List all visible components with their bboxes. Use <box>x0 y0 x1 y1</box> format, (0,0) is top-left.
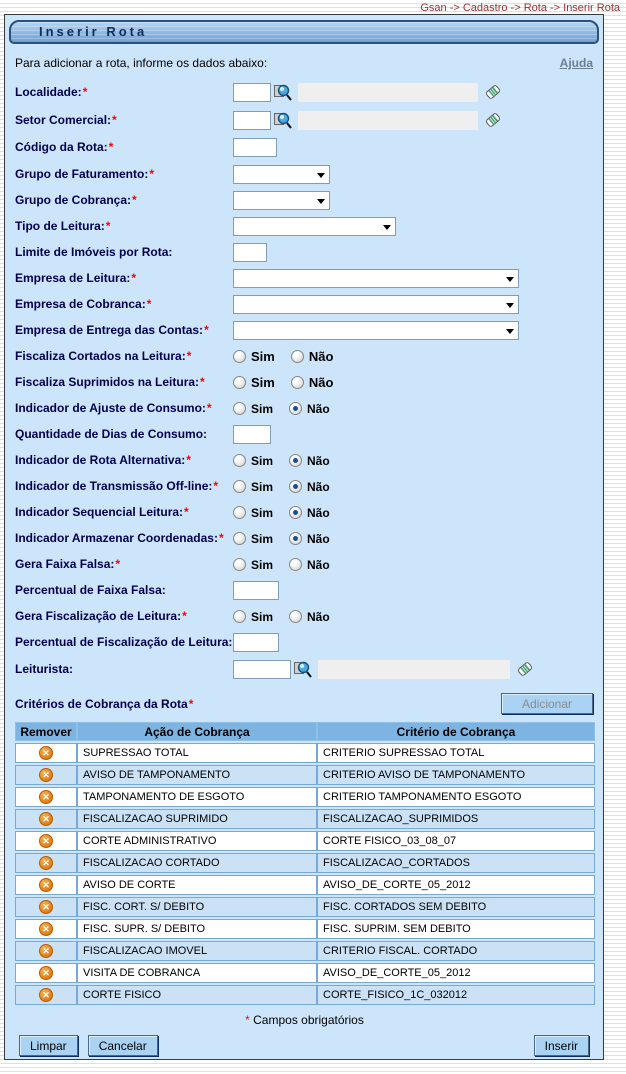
empresa-leitura-select[interactable] <box>233 269 519 288</box>
remove-icon[interactable] <box>39 790 53 804</box>
ind-armazenar-coordenadas-label: Indicador Armazenar Coordenadas:* <box>15 531 224 545</box>
tipo-leitura-select[interactable] <box>233 217 396 236</box>
setor-comercial-input[interactable] <box>233 111 271 130</box>
page-title <box>9 20 599 44</box>
radio-label-sim: Sim <box>251 375 275 390</box>
radio-label-nao: Não <box>307 505 330 520</box>
radio-label-sim: Sim <box>251 505 274 520</box>
ind-armazenar-coordenadas-nao-radio[interactable] <box>289 532 302 545</box>
fiscaliza-cortados-nao-radio[interactable] <box>291 350 304 363</box>
leiturista-input[interactable] <box>233 660 291 679</box>
localidade-display <box>298 83 478 102</box>
eraser-icon[interactable] <box>483 82 503 102</box>
fiscaliza-cortados-sim-radio[interactable] <box>233 350 246 363</box>
percentual-fiscalizacao-leitura-label: Percentual de Fiscalização de Leitura: <box>15 635 233 649</box>
setor-comercial-label: Setor Comercial:* <box>15 112 117 127</box>
empresa-leitura-label: Empresa de Leitura:* <box>15 271 137 285</box>
qtd-dias-consumo-label: Quantidade de Dias de Consumo: <box>15 427 208 441</box>
table-row: ✕ CORTE FISICO CORTE_FISICO_1C_032012 <box>15 985 595 1005</box>
radio-label-sim: Sim <box>251 609 274 624</box>
remove-icon[interactable] <box>39 944 53 958</box>
leiturista-label: Leiturista: <box>15 661 74 676</box>
gera-faixa-falsa-sim-radio[interactable] <box>233 558 246 571</box>
ind-rota-alternativa-nao-radio[interactable] <box>289 454 302 467</box>
gera-fiscalizacao-leitura-sim-radio[interactable] <box>233 610 246 623</box>
ind-ajuste-consumo-nao-radio[interactable] <box>289 402 302 415</box>
table-row: ✕ FISC. CORT. S/ DEBITO FISC. CORTADOS SEM DEBITO <box>15 897 595 917</box>
remove-icon[interactable] <box>39 966 53 980</box>
grupo-faturamento-label: Grupo de Faturamento:* <box>15 167 155 181</box>
radio-label-nao: Não <box>307 479 330 494</box>
header-acao: Ação de Cobrança <box>77 722 317 741</box>
table-row: ✕ FISCALIZACAO CORTADO FISCALIZACAO_CORTADOS <box>15 853 595 873</box>
remove-icon[interactable] <box>39 988 53 1002</box>
inserir-rota-panel <box>4 14 604 1060</box>
header-criterio: Critério de Cobrança <box>317 722 595 741</box>
header-remover: Remover <box>15 722 77 741</box>
qtd-dias-consumo-input[interactable] <box>233 425 271 444</box>
required-note: * Campos obrigatórios <box>245 1013 364 1027</box>
percentual-faixa-falsa-input[interactable] <box>233 581 279 600</box>
empresa-entrega-label: Empresa de Entrega das Contas:* <box>15 323 209 337</box>
codigo-rota-label: Código da Rota:* <box>15 140 114 154</box>
radio-label-sim: Sim <box>251 453 274 468</box>
grupo-cobranca-select[interactable] <box>233 191 330 210</box>
table-header-row <box>15 722 595 741</box>
help-link[interactable]: Ajuda <box>559 56 593 70</box>
remove-icon[interactable] <box>39 812 53 826</box>
limite-imoveis-label: Limite de Imóveis por Rota: <box>15 245 173 259</box>
setor-comercial-display <box>298 111 478 130</box>
remove-icon[interactable] <box>39 922 53 936</box>
radio-label-sim: Sim <box>251 557 274 572</box>
criteria-table <box>15 720 595 1007</box>
ind-ajuste-consumo-label: Indicador de Ajuste de Consumo:* <box>15 401 212 415</box>
localidade-label: Localidade:* <box>15 84 88 99</box>
gera-faixa-falsa-label: Gera Faixa Falsa:* <box>15 557 121 571</box>
ind-sequencial-leitura-label: Indicador Sequencial Leitura:* <box>15 505 189 519</box>
remove-icon[interactable] <box>39 878 53 892</box>
adicionar-button[interactable]: Adicionar <box>501 693 593 714</box>
table-row: ✕ FISC. SUPR. S/ DEBITO FISC. SUPRIM. SEM DEBITO <box>15 919 595 939</box>
codigo-rota-input[interactable] <box>233 138 277 157</box>
fiscaliza-suprimidos-nao-radio[interactable] <box>291 376 304 389</box>
eraser-icon[interactable] <box>483 110 503 130</box>
search-icon[interactable] <box>274 83 293 102</box>
ind-transmissao-offline-label: Indicador de Transmissão Off-line:* <box>15 479 219 493</box>
radio-label-sim: Sim <box>251 479 274 494</box>
table-row: ✕ VISITA DE COBRANCA AVISO_DE_CORTE_05_2012 <box>15 963 595 983</box>
radio-label-nao: Não <box>307 531 330 546</box>
breadcrumb[interactable]: Gsan -> Cadastro -> Rota -> Inserir Rota <box>420 2 620 14</box>
radio-label-sim: Sim <box>251 401 274 416</box>
eraser-icon[interactable] <box>515 659 535 679</box>
ind-transmissao-offline-sim-radio[interactable] <box>233 480 246 493</box>
remove-icon[interactable] <box>39 856 53 870</box>
empresa-cobranca-select[interactable] <box>233 295 519 314</box>
empresa-cobranca-label: Empresa de Cobranca:* <box>15 297 152 311</box>
ind-armazenar-coordenadas-sim-radio[interactable] <box>233 532 246 545</box>
empresa-entrega-select[interactable] <box>233 321 519 340</box>
remove-icon[interactable] <box>39 834 53 848</box>
table-row: ✕ FISCALIZACAO IMOVEL CRITERIO FISCAL. CORTADO <box>15 941 595 961</box>
grupo-faturamento-select[interactable] <box>233 165 330 184</box>
fiscaliza-cortados-label: Fiscaliza Cortados na Leitura:* <box>15 349 192 363</box>
table-row: ✕ SUPRESSAO TOTAL CRITERIO SUPRESSAO TOTAL <box>15 743 595 763</box>
table-row: ✕ AVISO DE TAMPONAMENTO CRITERIO AVISO DE TAMPONAMENTO <box>15 765 595 785</box>
search-icon[interactable] <box>274 111 293 130</box>
limite-imoveis-input[interactable] <box>233 243 267 262</box>
gera-fiscalizacao-leitura-label: Gera Fiscalização de Leitura:* <box>15 609 187 623</box>
page-title-text: Inserir Rota <box>39 24 148 39</box>
ind-transmissao-offline-nao-radio[interactable] <box>289 480 302 493</box>
table-row: ✕ FISCALIZACAO SUPRIMIDO FISCALIZACAO_SUPRIMIDOS <box>15 809 595 829</box>
leiturista-display <box>318 660 510 679</box>
radio-label-nao: Não <box>308 375 334 390</box>
ind-sequencial-leitura-nao-radio[interactable] <box>289 506 302 519</box>
remove-icon[interactable] <box>39 746 53 760</box>
search-icon[interactable] <box>294 660 313 679</box>
table-row: ✕ TAMPONAMENTO DE ESGOTO CRITERIO TAMPONAMENTO ESGOTO <box>15 787 595 807</box>
radio-label-nao: Não <box>307 609 330 624</box>
ind-rota-alternativa-label: Indicador de Rota Alternativa:* <box>15 453 191 467</box>
ind-sequencial-leitura-sim-radio[interactable] <box>233 506 246 519</box>
table-row: ✕ AVISO DE CORTE AVISO_DE_CORTE_05_2012 <box>15 875 595 895</box>
radio-label-nao: Não <box>307 557 330 572</box>
criteria-section-label: Critérios de Cobrança da Rota* <box>15 696 194 711</box>
gera-faixa-falsa-nao-radio[interactable] <box>289 558 302 571</box>
ind-ajuste-consumo-sim-radio[interactable] <box>233 402 246 415</box>
table-row: ✕ CORTE ADMINISTRATIVO CORTE FISICO_03_08_07 <box>15 831 595 851</box>
radio-label-sim: Sim <box>251 531 274 546</box>
intro-text: Para adicionar a rota, informe os dados abaixo: <box>15 56 268 70</box>
gera-fiscalizacao-leitura-nao-radio[interactable] <box>289 610 302 623</box>
grupo-cobranca-label: Grupo de Cobrança:* <box>15 193 137 207</box>
fiscaliza-suprimidos-sim-radio[interactable] <box>233 376 246 389</box>
radio-label-sim: Sim <box>251 349 275 364</box>
ind-rota-alternativa-sim-radio[interactable] <box>233 454 246 467</box>
remove-icon[interactable] <box>39 900 53 914</box>
percentual-fiscalizacao-leitura-input[interactable] <box>233 633 279 652</box>
radio-label-nao: Não <box>307 401 330 416</box>
percentual-faixa-falsa-label: Percentual de Faixa Falsa: <box>15 583 166 597</box>
cancelar-button[interactable]: Cancelar <box>88 1035 158 1056</box>
fiscaliza-suprimidos-label: Fiscaliza Suprimidos na Leitura:* <box>15 375 205 389</box>
radio-label-nao: Não <box>308 349 334 364</box>
inserir-button[interactable]: Inserir <box>534 1035 589 1056</box>
tipo-leitura-label: Tipo de Leitura:* <box>15 219 111 233</box>
remove-icon[interactable] <box>39 768 53 782</box>
limpar-button[interactable]: Limpar <box>19 1035 78 1056</box>
localidade-input[interactable] <box>233 83 271 102</box>
radio-label-nao: Não <box>307 453 330 468</box>
